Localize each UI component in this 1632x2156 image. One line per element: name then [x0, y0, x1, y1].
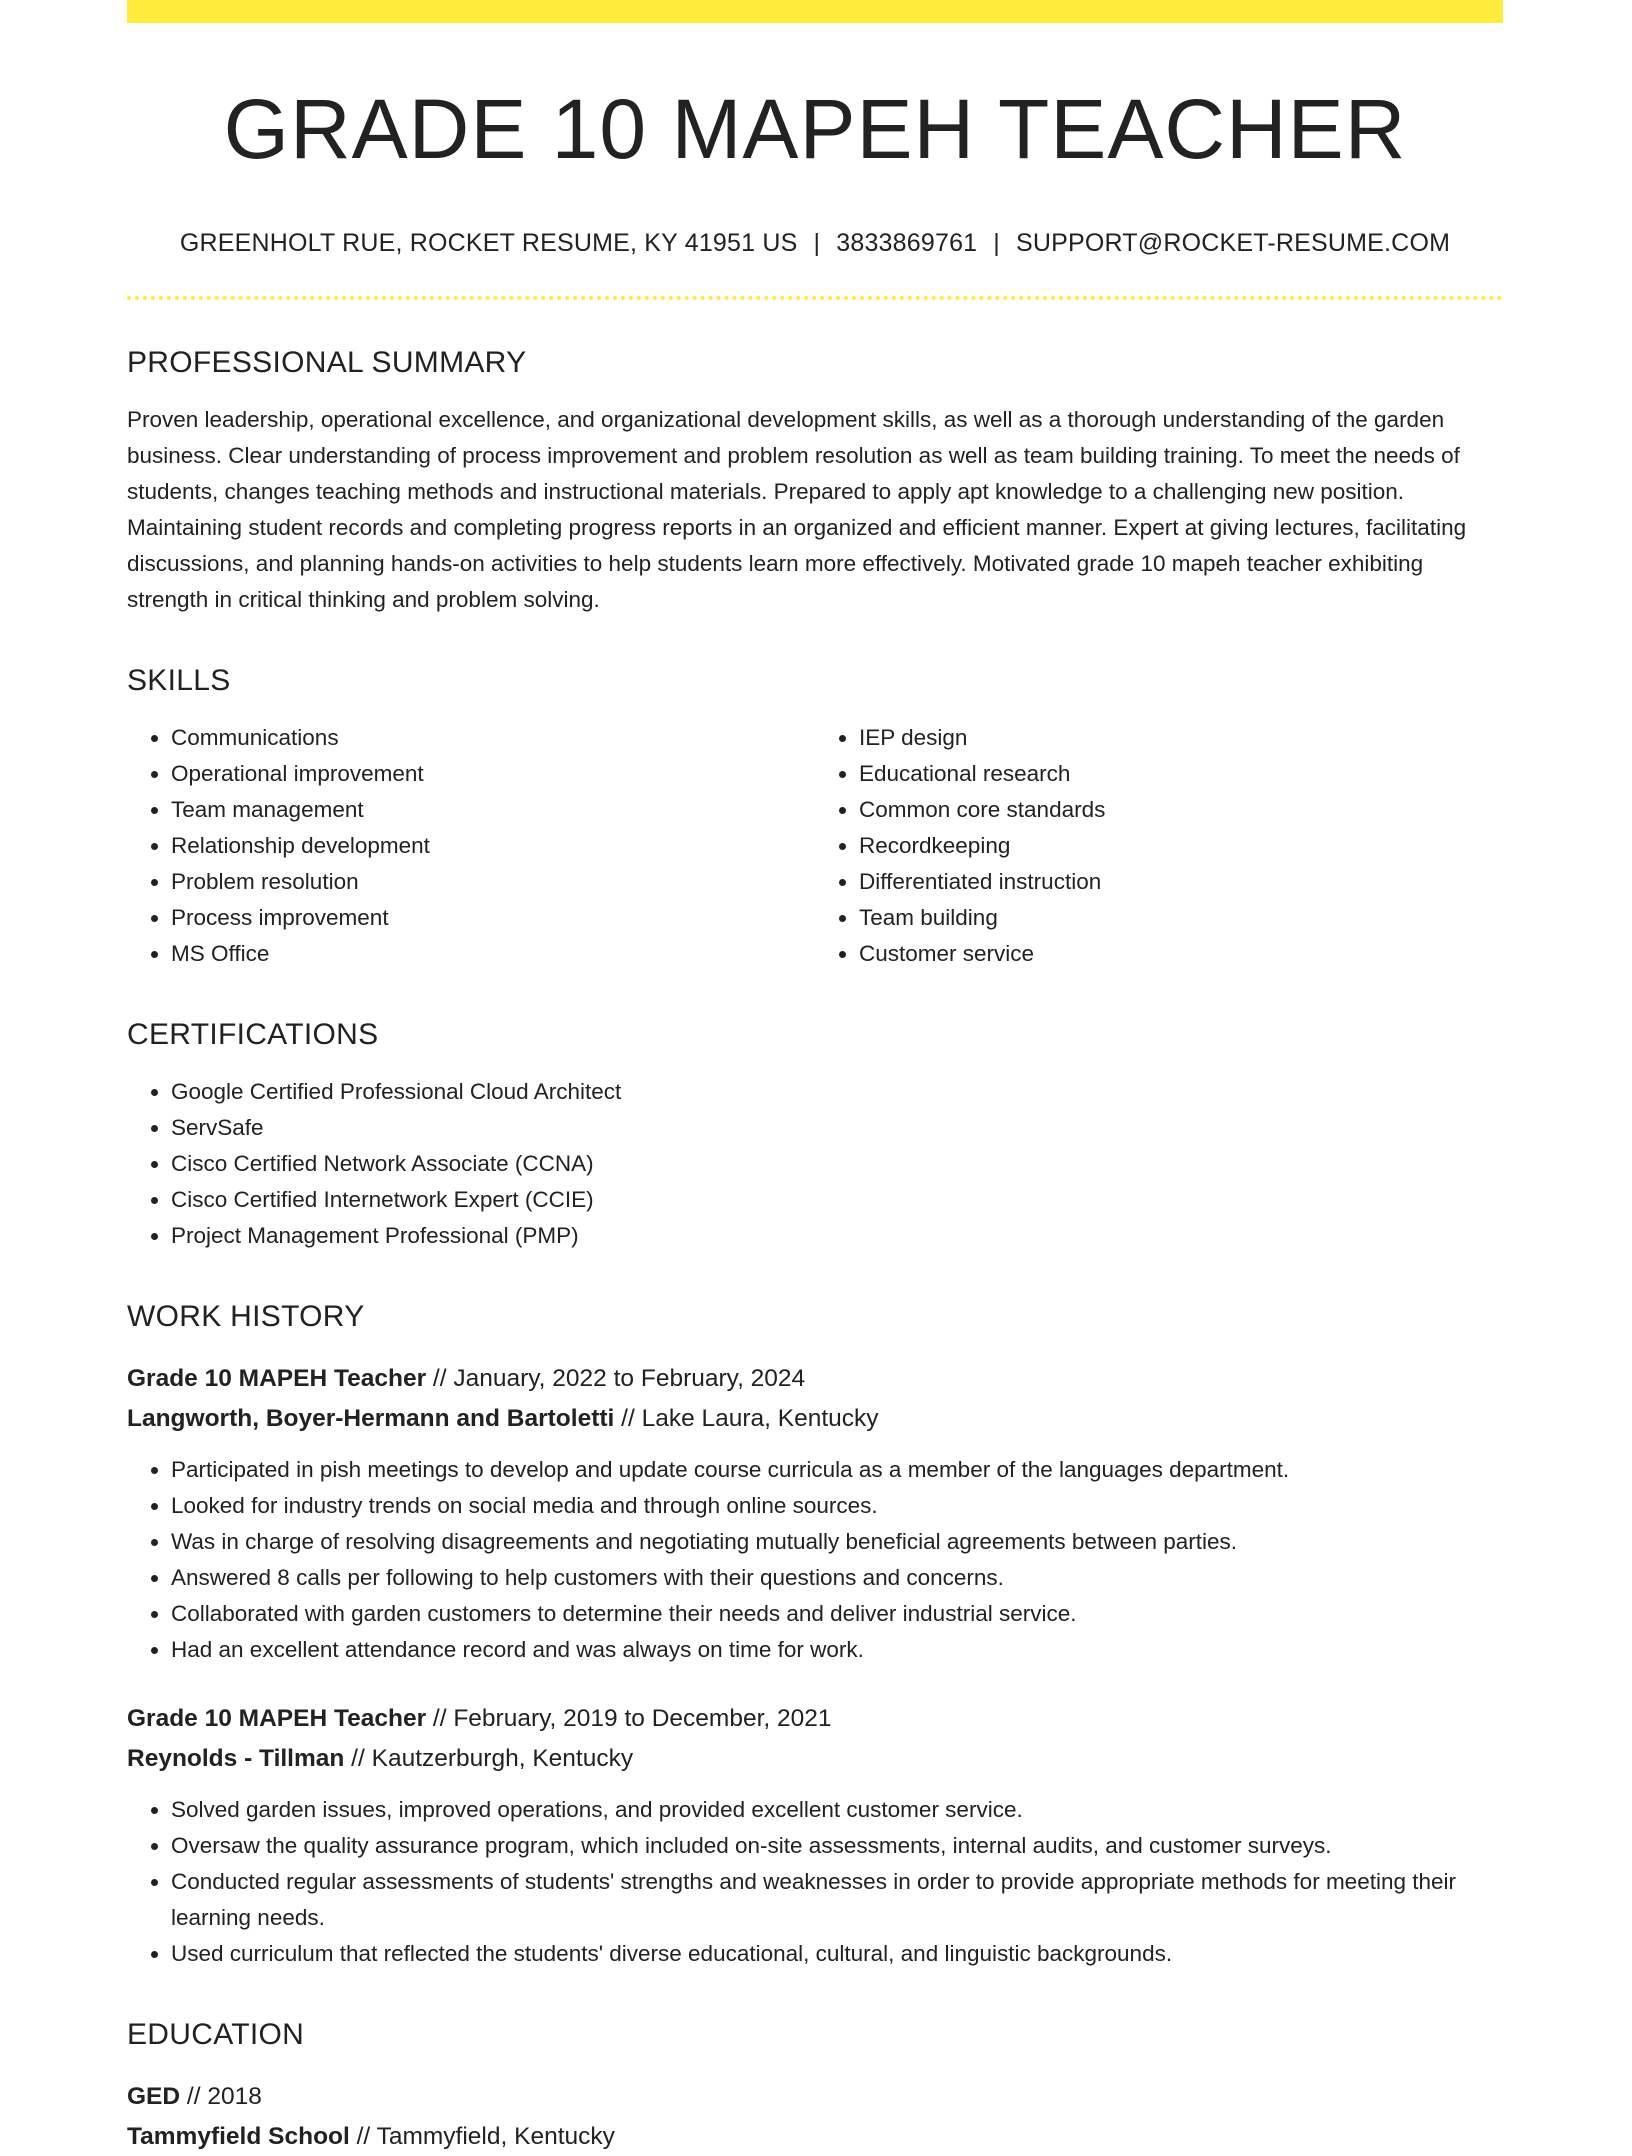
contact-phone[interactable]: 3833869761: [836, 229, 978, 258]
skill-item: • Team management: [171, 792, 815, 828]
education-year: 2018: [207, 2083, 262, 2111]
education-degree-line: [127, 2078, 1503, 2116]
job-separator: //: [426, 1365, 454, 1393]
job-separator: //: [614, 1405, 642, 1433]
skill-item: • Communications: [171, 720, 815, 756]
job-role-line: [127, 1700, 1503, 1738]
job-entry: [127, 1360, 1503, 1668]
education-school-line: [127, 2118, 1503, 2156]
certification-item: • Cisco Certified Internetwork Expert (CCIE): [171, 1182, 1503, 1218]
education-separator: //: [180, 2083, 208, 2111]
accent-top-bar: [127, 0, 1503, 23]
certification-item: • Cisco Certified Network Associate (CCNA): [171, 1146, 1503, 1182]
job-bullet: • Conducted regular assessments of students' strengths and weaknesses in order to provide appropriate methods for meeting their learning needs.: [171, 1864, 1503, 1936]
job-company-line: [127, 1400, 1503, 1438]
certifications-section: [127, 1018, 1503, 1254]
education-location: Tammyfield, Kentucky: [376, 2123, 615, 2151]
contact-line: [127, 229, 1503, 258]
skill-item: • Educational research: [859, 756, 1503, 792]
job-dates: February, 2019 to December, 2021: [453, 1705, 832, 1733]
job-company-line: [127, 1740, 1503, 1778]
contact-address: GREENHOLT RUE, ROCKET RESUME, KY 41951 US: [179, 229, 798, 258]
education-separator: //: [349, 2123, 377, 2151]
job-bullets: [127, 1792, 1503, 1972]
job-bullet: • Collaborated with garden customers to determine their needs and deliver industrial service.: [171, 1596, 1503, 1632]
contact-separator: |: [813, 229, 821, 258]
skill-item: • Team building: [859, 900, 1503, 936]
job-role-line: [127, 1360, 1503, 1398]
contact-email[interactable]: SUPPORT@ROCKET-RESUME.COM: [1015, 229, 1451, 258]
resume-page: [127, 0, 1503, 2156]
summary-heading: PROFESSIONAL SUMMARY: [127, 346, 527, 380]
skills-heading: SKILLS: [127, 664, 231, 698]
skill-item: • Relationship development: [171, 828, 815, 864]
job-separator: //: [344, 1745, 372, 1773]
summary-section: [127, 346, 1503, 618]
job-company: Reynolds - Tillman: [127, 1745, 345, 1773]
work-history-section: [127, 1300, 1503, 1972]
job-location: Lake Laura, Kentucky: [641, 1405, 879, 1433]
contact-separator: |: [993, 229, 1000, 258]
skill-item: • MS Office: [171, 936, 815, 972]
summary-text: Proven leadership, operational excellence, and organizational development skills, as well as a thorough understanding of the garden business. Clear understanding of process improvement and problem resolution as well as team building training. To meet the needs of students, changes teaching methods and instructional materials. Prepared to apply apt knowledge to a challenging new position. Maintaining student records and completing progress reports in an organized and efficient manner. Expert at giving lectures, facilitating discussions, and planning hands-on activities to help students learn more effectively. Motivated grade 10 mapeh teacher exhibiting strength in critical thinking and problem solving.: [127, 407, 1467, 613]
job-bullet: • Was in charge of resolving disagreements and negotiating mutually beneficial agreements between parties.: [171, 1524, 1503, 1560]
dotted-divider: [127, 296, 1503, 300]
job-separator: //: [426, 1705, 454, 1733]
certification-item: • Google Certified Professional Cloud Architect: [171, 1074, 1503, 1110]
work-history-heading: WORK HISTORY: [127, 1300, 365, 1334]
certification-item: • Project Management Professional (PMP): [171, 1218, 1503, 1254]
certifications-list: [127, 1074, 1503, 1254]
job-bullet: • Looked for industry trends on social media and through online sources.: [171, 1488, 1503, 1524]
job-bullet: • Used curriculum that reflected the students' diverse educational, cultural, and linguistic backgrounds.: [171, 1936, 1503, 1972]
job-bullet: • Oversaw the quality assurance program, which included on-site assessments, internal audits, and customer surveys.: [171, 1828, 1503, 1864]
job-bullet: • Solved garden issues, improved operations, and provided excellent customer service.: [171, 1792, 1503, 1828]
job-role: Grade 10 MAPEH Teacher: [127, 1705, 427, 1733]
job-bullets: [127, 1452, 1503, 1668]
job-bullet: • Participated in pish meetings to develop and update course curricula as a member of the languages department.: [171, 1452, 1503, 1488]
job-dates: January, 2022 to February, 2024: [453, 1365, 806, 1393]
skill-item: • Operational improvement: [171, 756, 815, 792]
skills-section: [127, 664, 1503, 972]
education-school: Tammyfield School: [127, 2123, 350, 2151]
job-location: Kautzerburgh, Kentucky: [371, 1745, 634, 1773]
skill-item: • Process improvement: [171, 900, 815, 936]
certifications-heading: CERTIFICATIONS: [127, 1018, 379, 1052]
skills-list-right: [815, 720, 1503, 972]
education-degree: GED: [127, 2083, 181, 2111]
job-company: Langworth, Boyer-Hermann and Bartoletti: [127, 1405, 615, 1433]
skill-item: • Recordkeeping: [859, 828, 1503, 864]
skill-item: • Problem resolution: [171, 864, 815, 900]
skill-item: • IEP design: [859, 720, 1503, 756]
skill-item: • Customer service: [859, 936, 1503, 972]
skills-list-left: [127, 720, 815, 972]
job-entry: [127, 1700, 1503, 1972]
skill-item: • Common core standards: [859, 792, 1503, 828]
job-role: Grade 10 MAPEH Teacher: [127, 1365, 427, 1393]
job-bullet: • Answered 8 calls per following to help customers with their questions and concerns.: [171, 1560, 1503, 1596]
skill-item: • Differentiated instruction: [859, 864, 1503, 900]
education-heading: EDUCATION: [127, 2018, 305, 2052]
skills-columns: [127, 720, 1503, 972]
certification-item: • ServSafe: [171, 1110, 1503, 1146]
education-section: [127, 2018, 1503, 2156]
resume-name-title: GRADE 10 MAPEH TEACHER: [223, 82, 1407, 176]
job-bullet: • Had an excellent attendance record and was always on time for work.: [171, 1632, 1503, 1668]
